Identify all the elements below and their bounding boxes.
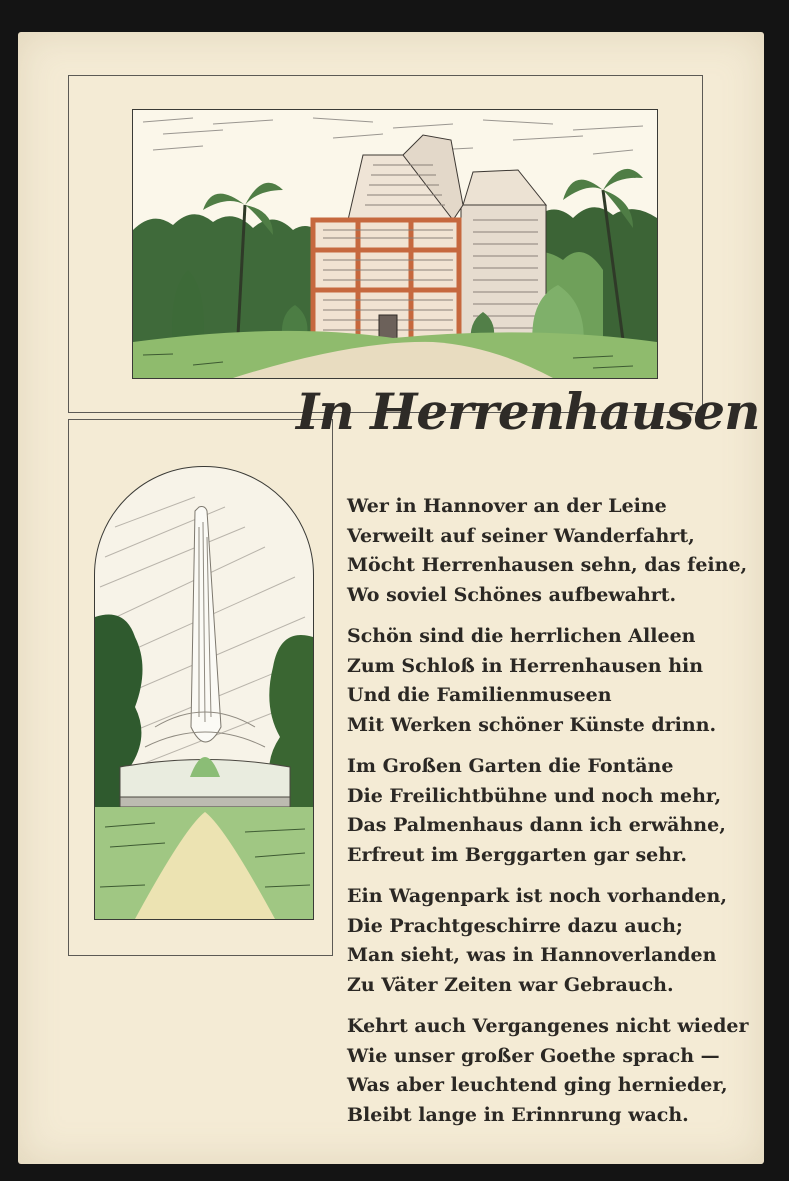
poem-line: Erfreut im Berggarten gar sehr.	[347, 843, 687, 866]
poem-line: Man sieht, was in Hannoverlanden	[347, 944, 717, 966]
poem-line: Wer in Hannover an der Leine	[347, 495, 667, 517]
palm-house-illustration	[132, 109, 658, 379]
poem-title: In Herrenhausen	[296, 382, 760, 441]
poem-line: Zu Väter Zeiten war Gebrauch.	[347, 973, 674, 996]
poem-line: Kehrt auch Vergangenes nicht wieder	[347, 1015, 749, 1037]
fountain-illustration	[94, 466, 314, 920]
poem-line: Mit Werken schöner Künste drinn.	[347, 713, 717, 736]
stanza	[347, 622, 757, 740]
poem	[347, 492, 757, 1142]
poem-line: Die Freilichtbühne und noch mehr,	[347, 784, 722, 807]
poem-line: Was aber leuchtend ging hernieder,	[347, 1074, 728, 1096]
poem-line: Möcht Herrenhausen sehn, das feine,	[347, 554, 748, 576]
poem-line: Im Großen Garten die Fontäne	[347, 755, 674, 777]
postcard	[18, 32, 764, 1164]
poem-line: Zum Schloß in Herrenhausen hin	[347, 654, 704, 677]
stanza	[347, 882, 757, 1000]
poem-line: Und die Familienmuseen	[347, 684, 612, 706]
poem-line: Bleibt lange in Erinnrung wach.	[347, 1103, 689, 1126]
stanza	[347, 492, 757, 610]
poem-line: Die Prachtgeschirre dazu auch;	[347, 914, 683, 937]
poem-line: Ein Wagenpark ist noch vorhanden,	[347, 885, 727, 907]
stanza	[347, 752, 757, 870]
poem-line: Schön sind die herrlichen Alleen	[347, 625, 696, 647]
poem-line: Wie unser großer Goethe sprach —	[347, 1044, 720, 1067]
poem-line: Das Palmenhaus dann ich erwähne,	[347, 814, 726, 836]
poem-line: Wo soviel Schönes aufbewahrt.	[347, 583, 677, 606]
poem-line: Verweilt auf seiner Wanderfahrt,	[347, 524, 695, 547]
stanza	[347, 1012, 757, 1130]
